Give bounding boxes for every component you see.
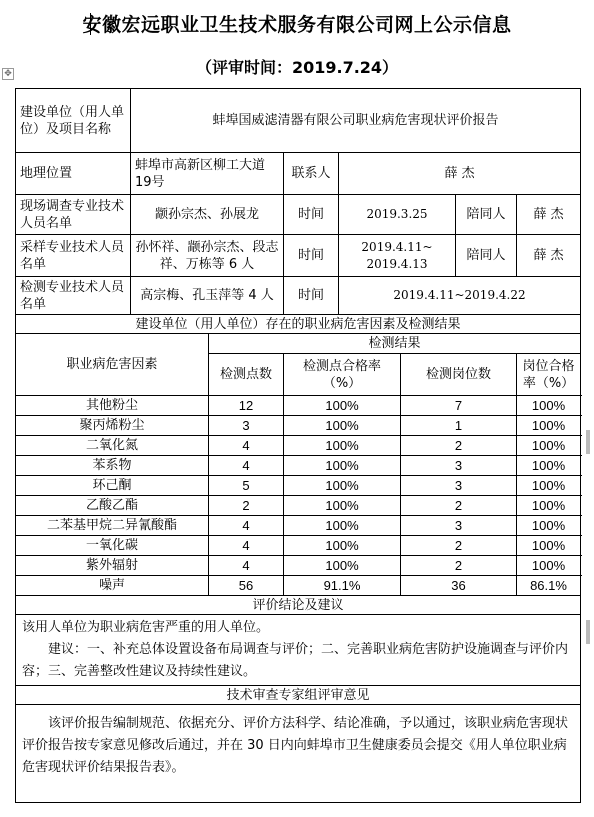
conclusion-section-title: 评价结论及建议 [16,596,581,615]
table-resize-handle-icon[interactable] [586,430,590,454]
project-label: 建设单位（用人单位）及项目名称 [16,89,131,153]
point-rate-cell: 100% [284,476,401,496]
posts-cell: 36 [401,576,517,596]
post-rate-cell: 100% [517,496,581,516]
conclusion-text: 该用人单位为职业病危害严重的用人单位。 [22,620,270,635]
points-cell: 3 [209,416,284,436]
conclusion-body [16,615,581,686]
point-rate-cell: 100% [284,416,401,436]
factor-cell: 其他粉尘 [16,396,209,416]
post-rate-cell: 100% [517,476,581,496]
sampling-companion: 薛 杰 [517,235,581,277]
post-rate-cell: 100% [517,456,581,476]
table-row [16,456,581,476]
page-title: 安徽宏远职业卫生技术服务有限公司网上公示信息 [82,14,512,36]
points-cell: 2 [209,496,284,516]
points-cell: 5 [209,476,284,496]
point-rate-cell: 100% [284,536,401,556]
review-text: 该评价报告编制规范、依据充分、评价方法科学、结论准确，予以通过，该职业病危害现状评价报告按专家意见修改后通过，并在 30 日内向蚌埠市卫生健康委员会提交《用人单位职业病危害现状评价结果报告表》。 [22,716,569,775]
review-date: （评审时间：2019.7.24） [195,58,399,77]
points-cell: 56 [209,576,284,596]
points-cell: 4 [209,456,284,476]
posts-cell: 7 [401,396,517,416]
factor-cell: 二苯基甲烷二异氰酸酯 [16,516,209,536]
project-value: 蚌埠国威滤清器有限公司职业病危害现状评价报告 [131,89,581,153]
point-rate-cell: 100% [284,516,401,536]
point-rate-cell: 100% [284,456,401,476]
table-row [16,536,581,556]
points-cell: 4 [209,536,284,556]
contact-label: 联系人 [284,153,339,195]
sampling-companion-label: 陪同人 [456,235,517,277]
post-rate-cell: 100% [517,396,581,416]
survey-time: 2019.3.25 [339,195,456,235]
testing-time-label: 时间 [284,277,339,315]
posts-cell: 2 [401,436,517,456]
posts-cell: 3 [401,516,517,536]
factor-cell: 乙酸乙酯 [16,496,209,516]
project-row [16,89,581,153]
table-row [16,436,581,456]
points-cell: 12 [209,396,284,416]
survey-companion-label: 陪同人 [456,195,517,235]
testing-row [16,277,581,315]
table-row [16,576,581,596]
hazard-header-row [16,334,581,354]
table-resize-handle-icon[interactable] [586,620,590,644]
point-rate-cell: 91.1% [284,576,401,596]
review-section-row [16,686,581,705]
factor-cell: 噪声 [16,576,209,596]
table-row [16,396,581,416]
sampling-row [16,235,581,277]
post-rate-cell: 86.1% [517,576,581,596]
column-header: 检测点合格率（%） [284,354,401,396]
review-body [16,705,581,803]
sampling-label: 采样专业技术人员名单 [16,235,131,277]
table-move-handle-icon[interactable]: ✥ [2,68,14,80]
post-rate-cell: 100% [517,436,581,456]
factor-cell: 二氧化氮 [16,436,209,456]
survey-row [16,195,581,235]
conclusion-row [16,615,581,686]
posts-cell: 3 [401,456,517,476]
table-row [16,496,581,516]
column-header: 检测点数 [209,354,284,396]
posts-cell: 3 [401,476,517,496]
testing-label: 检测专业技术人员名单 [16,277,131,315]
location-value: 蚌埠市高新区柳工大道19号 [131,153,284,195]
contact-value: 薛 杰 [339,153,581,195]
factor-cell: 紫外辐射 [16,556,209,576]
factor-cell: 苯系物 [16,456,209,476]
factor-cell: 环己酮 [16,476,209,496]
factor-cell: 一氧化碳 [16,536,209,556]
posts-cell: 2 [401,536,517,556]
sampling-names: 孙怀祥、颛孙宗杰、段志祥、万栋等 6 人 [131,235,284,277]
survey-label: 现场调查专业技术人员名单 [16,195,131,235]
column-header: 岗位合格率（%） [517,354,581,396]
disclosure-table [15,88,581,803]
post-rate-cell: 100% [517,536,581,556]
survey-companion: 薛 杰 [517,195,581,235]
review-section-title: 技术审查专家组评审意见 [16,686,581,705]
testing-names: 高宗梅、孔玉萍等 4 人 [131,277,284,315]
sampling-time-label: 时间 [284,235,339,277]
post-rate-cell: 100% [517,416,581,436]
post-rate-cell: 100% [517,556,581,576]
posts-cell: 2 [401,556,517,576]
point-rate-cell: 100% [284,496,401,516]
survey-names: 颛孙宗杰、孙展龙 [131,195,284,235]
result-header: 检测结果 [209,334,581,354]
table-row [16,416,581,436]
posts-cell: 1 [401,416,517,436]
table-row [16,476,581,496]
suggestion-text: 建议：一、补充总体设置设备布局调查与评价；二、完善职业病危害防护设施调查与评价内容；三、完善整改性建议及持续性建议。 [22,642,569,679]
sampling-time: 2019.4.11~ 2019.4.13 [339,235,456,277]
points-cell: 4 [209,516,284,536]
point-rate-cell: 100% [284,436,401,456]
factor-cell: 聚丙烯粉尘 [16,416,209,436]
conclusion-section-row [16,596,581,615]
hazard-section-title: 建设单位（用人单位）存在的职业病危害因素及检测结果 [16,315,581,334]
location-row [16,153,581,195]
posts-cell: 2 [401,496,517,516]
survey-time-label: 时间 [284,195,339,235]
point-rate-cell: 100% [284,396,401,416]
points-cell: 4 [209,556,284,576]
column-header: 检测岗位数 [401,354,517,396]
location-label: 地理位置 [16,153,131,195]
point-rate-cell: 100% [284,556,401,576]
table-row [16,556,581,576]
factor-header: 职业病危害因素 [16,334,209,396]
table-row [16,516,581,536]
hazard-section-row [16,315,581,334]
review-row [16,705,581,803]
points-cell: 4 [209,436,284,456]
post-rate-cell: 100% [517,516,581,536]
testing-time: 2019.4.11~2019.4.22 [339,277,581,315]
